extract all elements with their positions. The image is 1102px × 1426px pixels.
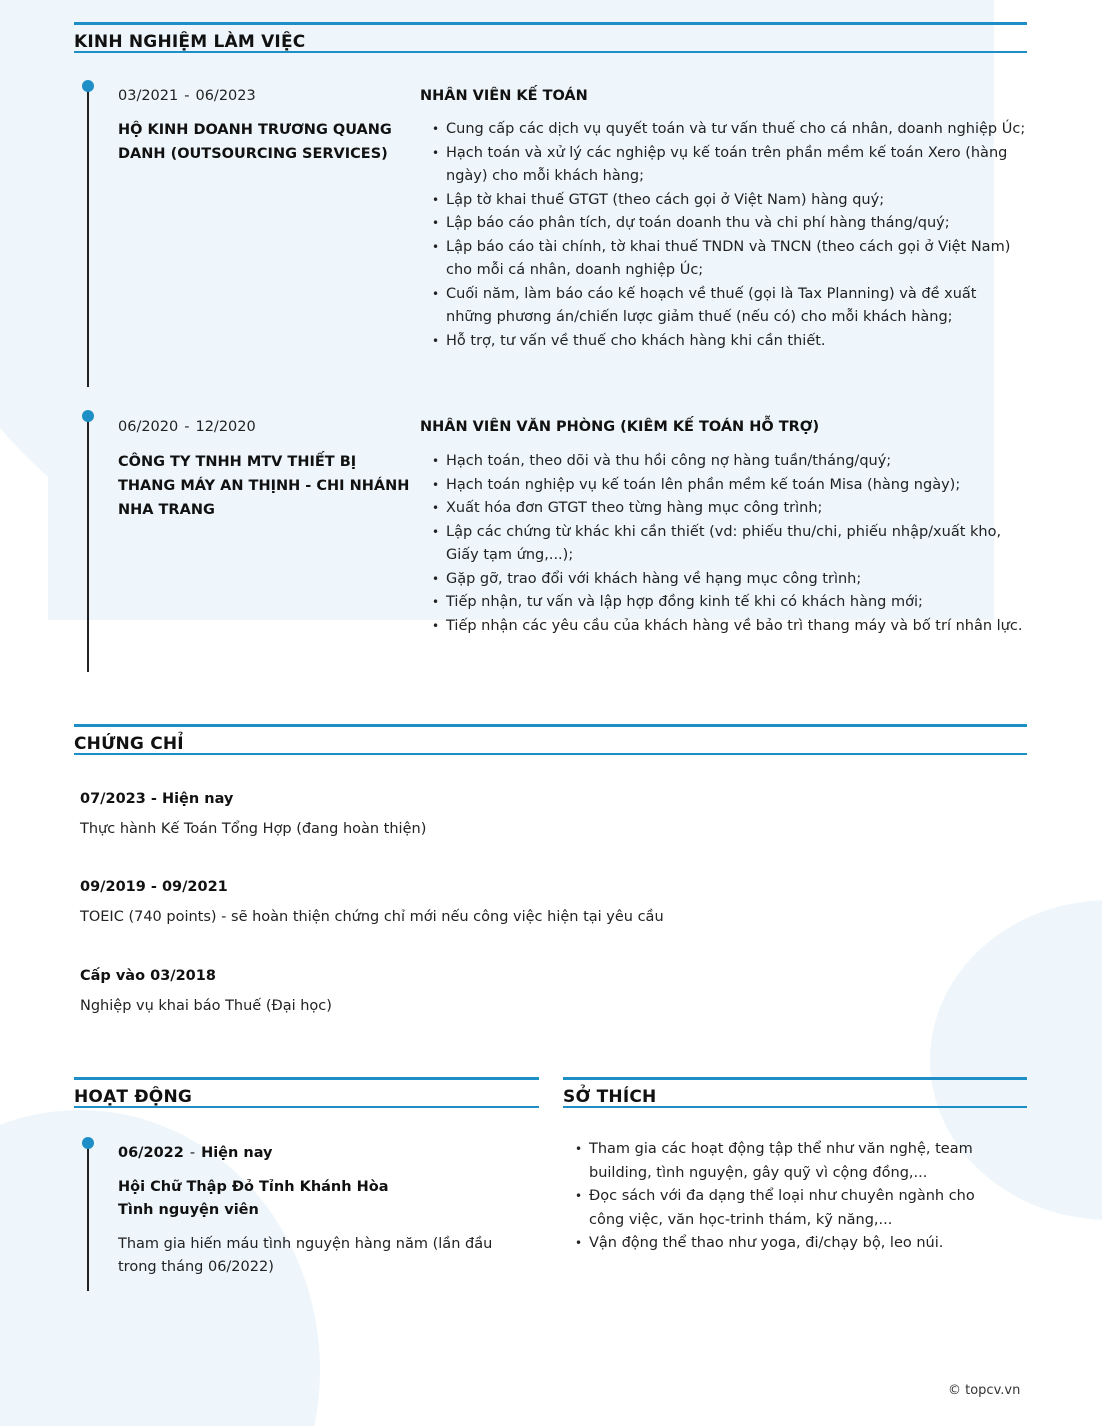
duty-item: • Gặp gỡ, trao đổi với khách hàng về hạng mục công trình; xyxy=(432,568,1027,592)
hobby-item: • Vận động thể thao như yoga, đi/chạy bộ, leo núi. xyxy=(575,1232,1005,1256)
duty-item: • Hạch toán, theo dõi và thu hồi công nợ hàng tuần/tháng/quý; xyxy=(432,450,1027,474)
duty-item: • Hạch toán và xử lý các nghiệp vụ kế toán trên phần mềm kế toán Xero (hàng ngày) cho mỗi khách hàng; xyxy=(432,142,1027,189)
certificate-name-2: TOEIC (740 points) - sẽ hoàn thiện chứng chỉ mới nếu công việc hiện tại yêu cầu xyxy=(80,909,664,925)
activity-start-date: 06/2022 xyxy=(118,1145,184,1161)
duty-item: • Xuất hóa đơn GTGT theo từng hàng mục công trình; xyxy=(432,497,1027,521)
duty-item: • Tiếp nhận, tư vấn và lập hợp đồng kinh tế khi có khách hàng mới; xyxy=(432,591,1027,615)
duty-item: • Tiếp nhận các yêu cầu của khách hàng về bảo trì thang máy và bố trí nhân lực. xyxy=(432,615,1027,639)
footer-copyright: © topcv.vn xyxy=(948,1383,1021,1398)
experience-start-date: 03/2021 xyxy=(118,88,179,104)
experience-duties-2 xyxy=(432,450,1027,638)
duty-item: • Cung cấp các dịch vụ quyết toán và tư vấn thuế cho cá nhân, doanh nghiệp Úc; xyxy=(432,118,1027,142)
experience-timeline-line-1 xyxy=(87,87,89,387)
experience-date-1 xyxy=(118,88,256,104)
hobby-item: • Tham gia các hoạt động tập thể như văn nghệ, team building, tình nguyện, gây quỹ vì cộng đồng,... xyxy=(575,1138,1005,1185)
experience-timeline-dot-2 xyxy=(82,410,94,422)
duty-item: • Cuối năm, làm báo cáo kế hoạch về thuế (gọi là Tax Planning) và đề xuất những phương án/chiến lược giảm thuế (nếu có) cho mỗi khách hàng; xyxy=(432,283,1027,330)
date-separator: - xyxy=(184,419,190,435)
activity-end-date: Hiện nay xyxy=(201,1145,273,1161)
experience-company-2: CÔNG TY TNHH MTV THIẾT BỊ THANG MÁY AN THỊNH - CHI NHÁNH NHA TRANG xyxy=(118,454,410,518)
experience-company-1: HỘ KINH DOANH TRƯƠNG QUANG DANH (OUTSOURCING SERVICES) xyxy=(118,122,392,162)
duty-item: • Lập báo cáo tài chính, tờ khai thuế TNDN và TNCN (theo cách gọi ở Việt Nam) cho mỗi cá nhân, doanh nghiệp Úc; xyxy=(432,236,1027,283)
experience-start-date: 06/2020 xyxy=(118,419,179,435)
experience-end-date: 12/2020 xyxy=(195,419,256,435)
certificate-date-2: 09/2019 - 09/2021 xyxy=(80,879,228,895)
certificate-name-1: Thực hành Kế Toán Tổng Hợp (đang hoàn thiện) xyxy=(80,821,427,837)
experience-duties-1 xyxy=(432,118,1027,353)
activity-timeline-dot xyxy=(82,1137,94,1149)
duty-item: • Lập các chứng từ khác khi cần thiết (vd: phiếu thu/chi, phiếu nhập/xuất kho, Giấy tạm ứng,...); xyxy=(432,521,1027,568)
hobbies-list xyxy=(575,1138,1005,1256)
certificate-date-1: 07/2023 - Hiện nay xyxy=(80,791,234,807)
experience-end-date: 06/2023 xyxy=(195,88,256,104)
duty-item: • Hạch toán nghiệp vụ kế toán lên phần mềm kế toán Misa (hàng ngày); xyxy=(432,474,1027,498)
experience-section-title: KINH NGHIỆM LÀM VIỆC xyxy=(74,22,1027,53)
certificate-date-3: Cấp vào 03/2018 xyxy=(80,968,216,984)
experience-position-1: NHÂN VIÊN KẾ TOÁN xyxy=(420,88,588,104)
duty-item: • Hỗ trợ, tư vấn về thuế cho khách hàng khi cần thiết. xyxy=(432,330,1027,354)
experience-timeline-line-2 xyxy=(87,418,89,672)
date-separator: - xyxy=(189,1145,196,1161)
activity-organization: Hội Chữ Thập Đỏ Tỉnh Khánh Hòa xyxy=(118,1179,389,1195)
activity-description: Tham gia hiến máu tình nguyện hàng năm (lần đầu trong tháng 06/2022) xyxy=(118,1236,493,1275)
duty-item: • Lập báo cáo phân tích, dự toán doanh thu và chi phí hàng tháng/quý; xyxy=(432,212,1027,236)
experience-timeline-dot-1 xyxy=(82,80,94,92)
hobbies-section-title: SỞ THÍCH xyxy=(563,1077,1027,1108)
activity-timeline-line xyxy=(87,1143,89,1291)
date-separator: - xyxy=(184,88,190,104)
experience-position-2: NHÂN VIÊN VĂN PHÒNG (KIÊM KẾ TOÁN HỖ TRỢ) xyxy=(420,419,820,435)
certificate-name-3: Nghiệp vụ khai báo Thuế (Đại học) xyxy=(80,998,332,1014)
activities-section-title: HOẠT ĐỘNG xyxy=(74,1077,539,1108)
experience-date-2 xyxy=(118,419,256,435)
activity-date xyxy=(118,1145,273,1161)
hobby-item: • Đọc sách với đa dạng thể loại như chuyên ngành cho công việc, văn học-trinh thám, kỹ năng,... xyxy=(575,1185,1005,1232)
activity-role: Tình nguyện viên xyxy=(118,1202,259,1218)
certificates-section-title: CHỨNG CHỈ xyxy=(74,724,1027,755)
duty-item: • Lập tờ khai thuế GTGT (theo cách gọi ở Việt Nam) hàng quý; xyxy=(432,189,1027,213)
